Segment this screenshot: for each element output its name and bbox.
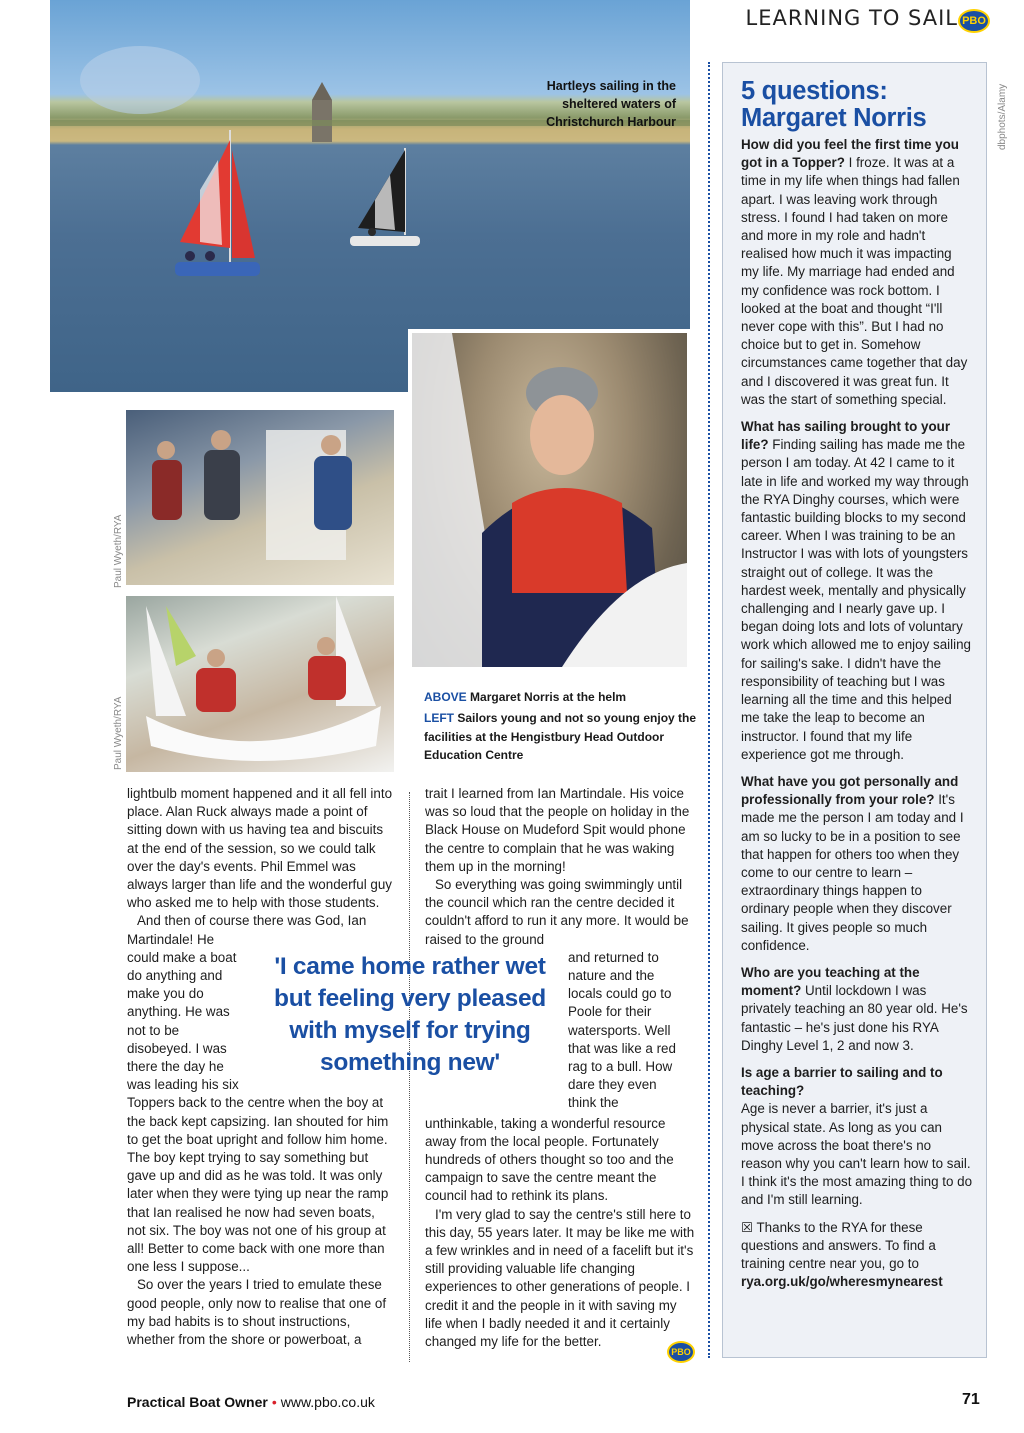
dinghy-crew-photo — [126, 596, 394, 772]
checkbox-icon: ☒ — [741, 1219, 754, 1235]
caption-above-text: Margaret Norris at the helm — [470, 690, 627, 704]
col1-line: do anything and — [127, 968, 223, 984]
col1-line: disobeyed. I was — [127, 1040, 227, 1056]
sidebar-qa — [741, 136, 973, 1300]
qa-item-4 — [741, 964, 973, 1055]
col2-line: and returned to — [568, 949, 659, 965]
caption-above — [424, 688, 699, 706]
answer: Until lockdown I was privately teaching an 80 year old. He's fantastic – he's just done his RYA Dinghy Level 1, 2 and now 3. — [741, 983, 968, 1053]
footer-url[interactable]: www.pbo.co.uk — [280, 1394, 375, 1410]
photo-captions — [424, 688, 699, 764]
answer: Finding sailing has made me the person I am today. At 42 I came to it late in life and worked my way through the RYA Dinghy courses, which were fantastic building blocks to my second career. When I was training to be an Instructor I was with lots of youngsters straight out of college. It was the hardest week, mentally and physically challenging and I nearly gave up. I began doing lots and lots of voluntary work which allowed me to enjoy sailing for sailing's sake. I didn't have the responsibility of teaching but I was learning all the time and this helped me take the leap to become an instructor. I found that my life experience got me through. — [741, 437, 971, 762]
col2-line: that was like a red — [568, 1040, 676, 1056]
photo-credit-boat: Paul Wyeth/RYA — [113, 696, 124, 770]
col1-line: make you do — [127, 986, 204, 1002]
caption-left — [424, 709, 699, 764]
col2-paragraph-2a: So everything was going swimmingly until the council which ran the centre decided it couldn't afford to run it any more. It would be raised to the ground — [425, 877, 689, 947]
caption-left-text: Sailors young and not so young enjoy the facilities at the Hengistbury Head Outdoor Education Centre — [424, 711, 697, 762]
sailors-pulling-boat-photo — [126, 410, 394, 585]
margaret-norris-portrait-photo — [408, 329, 691, 671]
answer: It's made me the person I am today and I am so lucky to be in a position to see that happen for others too when they come to our centre to learn – extraordinary things happen to ordinary people when they discover sailing. It gives people so much confidence. — [741, 792, 964, 953]
col1-line: Martindale! He — [127, 931, 215, 947]
caption-left-key: LEFT — [424, 711, 454, 726]
col2-line: locals could go to — [568, 986, 672, 1002]
col1-paragraph-2-rest: Toppers back to the centre when the boy at the back kept capsizing. Ian shouted for him to get the boat upright and follow him home. The boy kept trying to say something but gave up and did as he was told. It was only later when they were tying up near the ramp that Ian realised he now had seven boats, not six. The boy was not one of his group at all! Better to come back with one more than one less I suppose... — [127, 1095, 389, 1275]
col1-paragraph-2a: And then of course there was God, Ian — [137, 913, 367, 929]
col2-line: think the — [568, 1095, 619, 1111]
col2-line: rag to a bull. How — [568, 1059, 673, 1075]
pbo-end-mark-icon: PBO — [667, 1341, 695, 1363]
qa-item-5 — [741, 1064, 973, 1210]
portrait-illustration — [412, 333, 687, 667]
question: Who are you teaching at the moment? — [741, 964, 920, 999]
sailors-illustration — [126, 410, 394, 585]
answer: I froze. It was at a time in my life when things had fallen apart. I was leaving work through stress. I found I had taken on more and more in my role and hadn't realised how much it was impacting my life. My marriage had ended and my confidence was rock bottom. I looked at the boat and thought “I'll never cope with this”. But I had no choice but to get in. Somehow circumstances came together that day and I discovered it was great fun. It was the start of something special. — [741, 155, 968, 407]
magazine-name: Practical Boat Owner — [127, 1394, 268, 1410]
section-title: LEARNING TO SAIL — [745, 6, 958, 30]
answer: Age is never a barrier, it's just a physical state. As long as you can move across the boat there's no reason why you can't learn how to sail. I think it's the most amazing thing to do and I'm still learning. — [741, 1101, 973, 1208]
col1-line: there the day he — [127, 1059, 224, 1075]
col1-line: could make a boat — [127, 949, 237, 965]
page-footer — [127, 1394, 375, 1410]
qa-item-1 — [741, 136, 973, 409]
qa-item-2 — [741, 418, 973, 764]
col1-paragraph-1: lightbulb moment happened and it all fell into place. Alan Ruck always made a point of sitting down with us having tea and biscuits at the end of the session, so we could talk over the day's events. Phil Emmel was always larger than life and the wonderful guy who asked me to help with those students. — [127, 786, 393, 911]
sidebar-title: 5 questions: Margaret Norris — [741, 77, 927, 132]
col2-line: Poole for their — [568, 1004, 652, 1020]
photo-credit-people: Paul Wyeth/RYA — [113, 514, 124, 588]
footer-bullet: • — [271, 1394, 277, 1410]
col2-line: dare they even — [568, 1077, 657, 1093]
harbour-photo-caption: Hartleys sailing in the sheltered waters of Christchurch Harbour — [546, 79, 676, 129]
dinghy-illustration — [126, 596, 394, 772]
question: What have you got personally and professionally from your role? — [741, 773, 959, 808]
thanks-text: Thanks to the RYA for these questions and answers. To find a training centre near you, go to — [741, 1219, 936, 1271]
col1-line: was leading his six — [127, 1077, 239, 1093]
col1-line: not to be — [127, 1022, 180, 1038]
col2-paragraph-2-rest: unthinkable, taking a wonderful resource away from the local people. Fortunately hundreds of others thought so too and the campaign to save the centre meant the council had to rethink its plans. — [425, 1115, 674, 1204]
question: What has sailing brought to your life? — [741, 419, 951, 453]
pull-quote: 'I came home rather wet but feeling very pleased with myself for trying something new' — [274, 953, 546, 1076]
col2-paragraph-1: trait I learned from Ian Martindale. His voice was so loud that the people on holiday in the Black House on Mudeford Spit would phone the centre to complain that he was waking them up in the morning! — [425, 786, 690, 874]
col2-line: nature and the — [568, 968, 655, 984]
col1-paragraph-3: So over the years I tried to emulate these good people, only now to realise that one of my bad habits is to shout instructions, whether from the shore or powerboat, a — [127, 1277, 387, 1348]
photo-credit-sidebar: dbphots/Alamy — [997, 83, 1008, 150]
thanks-note — [741, 1219, 973, 1292]
qa-item-3 — [741, 773, 973, 955]
sidebar-dotted-border — [708, 62, 710, 1358]
pbo-logo-icon: PBO — [958, 9, 990, 33]
caption-above-key: ABOVE — [424, 690, 467, 704]
col2-line: watersports. Well — [568, 1022, 671, 1038]
page-number: 71 — [962, 1391, 980, 1408]
col2-paragraph-3: I'm very glad to say the centre's still here to this day, 55 years later. It may be like me with a few wrinkles and in need of a facelift but it's still providing valuable life changing experiences to other generations of people. I credit it and the people in it with saving my life when I badly needed it and it certainly changed my life for the better. — [425, 1206, 695, 1350]
rya-link[interactable]: rya.org.uk/go/wheresmynearest — [741, 1274, 943, 1290]
col1-line: anything. He was — [127, 1004, 230, 1020]
question: How did you feel the first time you got in a Topper? — [741, 137, 959, 171]
question: Is age a barrier to sailing and to teaching? — [741, 1064, 943, 1099]
